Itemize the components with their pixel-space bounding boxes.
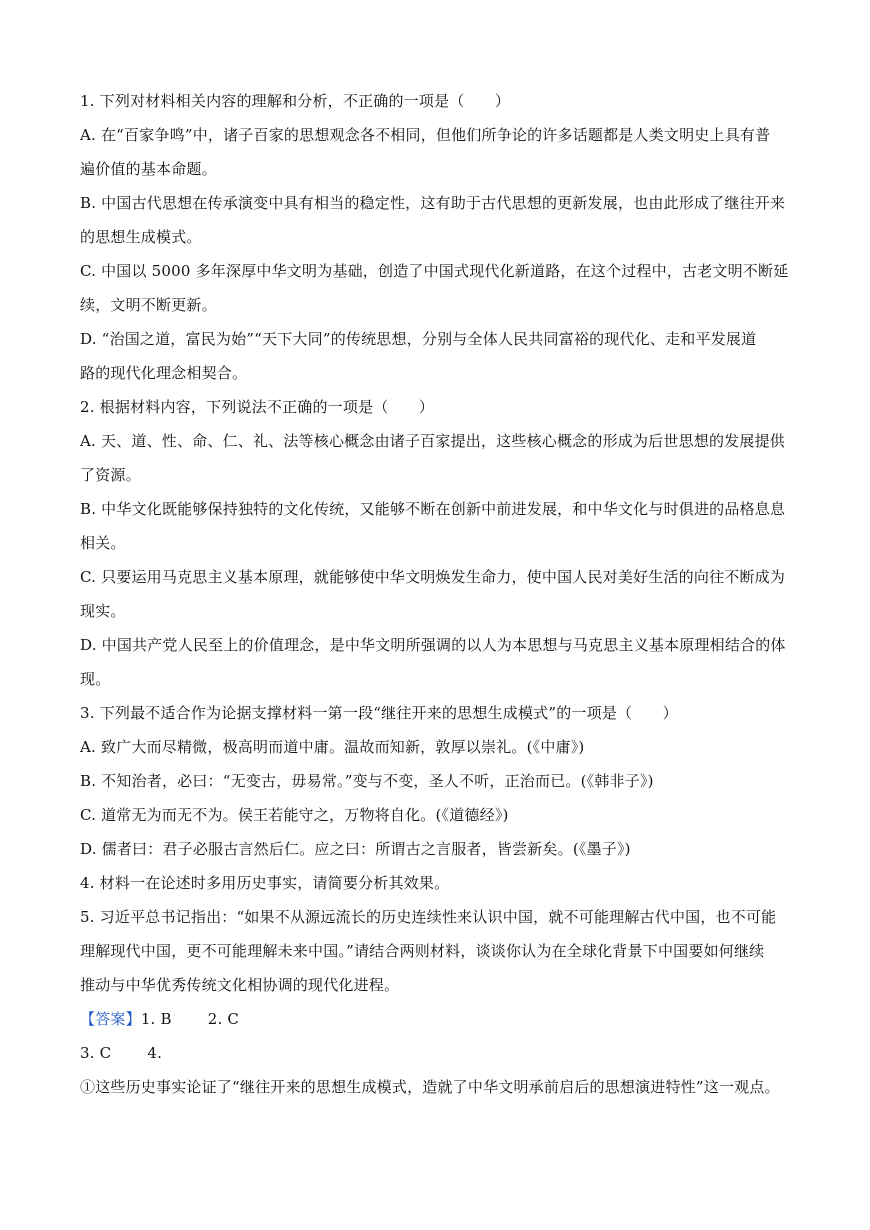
question-1-option-b: B. 中国古代思想在传承演变中具有相当的稳定性，这有助于古代思想的更新发展，也由此形成了继往开来 (80, 194, 786, 212)
question-1-option-c: C. 中国以 5000 多年深厚中华文明为基础，创造了中国式现代化新道路，在这个过程中，古老文明不断延 (80, 262, 789, 280)
question-1-option-c-cont: 续，文明不断更新。 (80, 296, 217, 314)
question-3-option-a: A. 致广大而尽精微，极高明而道中庸。温故而知新，敦厚以崇礼。(《中庸》) (80, 738, 585, 756)
question-2-option-a-cont: 了资源。 (80, 466, 141, 484)
question-2-option-d-cont: 现。 (80, 670, 111, 688)
question-2-option-d: D. 中国共产党人民至上的价值理念，是中华文明所强调的以人为本思想与马克思主义基本原理相结合的体 (80, 636, 786, 654)
question-2-option-a: A. 天、道、性、命、仁、礼、法等核心概念由诸子百家提出，这些核心概念的形成为后世思想的发展提供 (80, 432, 785, 450)
question-3-option-c: C. 道常无为而无不为。侯王若能守之，万物将自化。(《道德经》) (80, 806, 509, 824)
question-1-option-a: A. 在“百家争鸣”中，诸子百家的思想观念各不相同，但他们所争论的许多话题都是人类文明史上具有普 (80, 126, 771, 144)
question-5-stem-cont-2: 推动与中华优秀传统文化相协调的现代化进程。 (80, 976, 400, 994)
document-page (80, 84, 792, 1104)
question-1-option-d: D. “治国之道，富民为始”“天下大同”的传统思想，分别与全体人民共同富裕的现代化、走和平发展道 (80, 330, 757, 348)
answer-4: 4. (147, 1044, 163, 1062)
answer-2: 2. C (207, 1010, 240, 1028)
answer-line-2 (80, 1036, 792, 1070)
question-2-option-b: B. 中华文化既能够保持独特的文化传统，又能够不断在创新中前进发展，和中华文化与时俱进的品格息息 (80, 500, 786, 518)
question-2-option-b-cont: 相关。 (80, 534, 126, 552)
question-5-stem: 5. 习近平总书记指出：“如果不从源远流长的历史连续性来认识中国，就不可能理解古代中国，也不可能 (80, 908, 777, 926)
question-3-option-b: B. 不知治者，必曰：“无变古，毋易常。”变与不变，圣人不听，正治而已。(《韩非子》) (80, 772, 654, 790)
question-1-option-a-cont: 遍价值的基本命题。 (80, 160, 217, 178)
answer-3: 3. C (80, 1044, 112, 1062)
question-1-option-d-cont: 路的现代化理念相契合。 (80, 364, 248, 382)
answer-line-1 (80, 1002, 792, 1036)
question-3-stem: 3. 下列最不适合作为论据支撑材料一第一段“继往开来的思想生成模式”的一项是（ ） (80, 704, 678, 722)
answer-4-text: ①这些历史事实论证了“继往开来的思想生成模式，造就了中华文明承前启后的思想演进特性”这一观点。 (80, 1078, 780, 1096)
question-4-stem: 4. 材料一在论述时多用历史事实，请简要分析其效果。 (80, 874, 450, 892)
question-5-stem-cont-1: 理解现代中国，更不可能理解未来中国。”请结合两则材料，谈谈你认为在全球化背景下中国要如何继续 (80, 942, 765, 960)
answer-label: 【答案】 (80, 1010, 141, 1028)
question-1-stem: 1. 下列对材料相关内容的理解和分析，不正确的一项是（ ） (80, 92, 511, 110)
question-2-option-c: C. 只要运用马克思主义基本原理，就能够使中华文明焕发生命力，使中国人民对美好生活的向往不断成为 (80, 568, 786, 586)
question-2-stem: 2. 根据材料内容，下列说法不正确的一项是（ ） (80, 398, 435, 416)
question-3-option-d: D. 儒者曰：君子必服古言然后仁。应之曰：所谓古之言服者，皆尝新矣。(《墨子》) (80, 840, 631, 858)
question-2-option-c-cont: 现实。 (80, 602, 126, 620)
question-1-option-b-cont: 的思想生成模式。 (80, 228, 202, 246)
answer-1: 1. B (140, 1010, 172, 1028)
